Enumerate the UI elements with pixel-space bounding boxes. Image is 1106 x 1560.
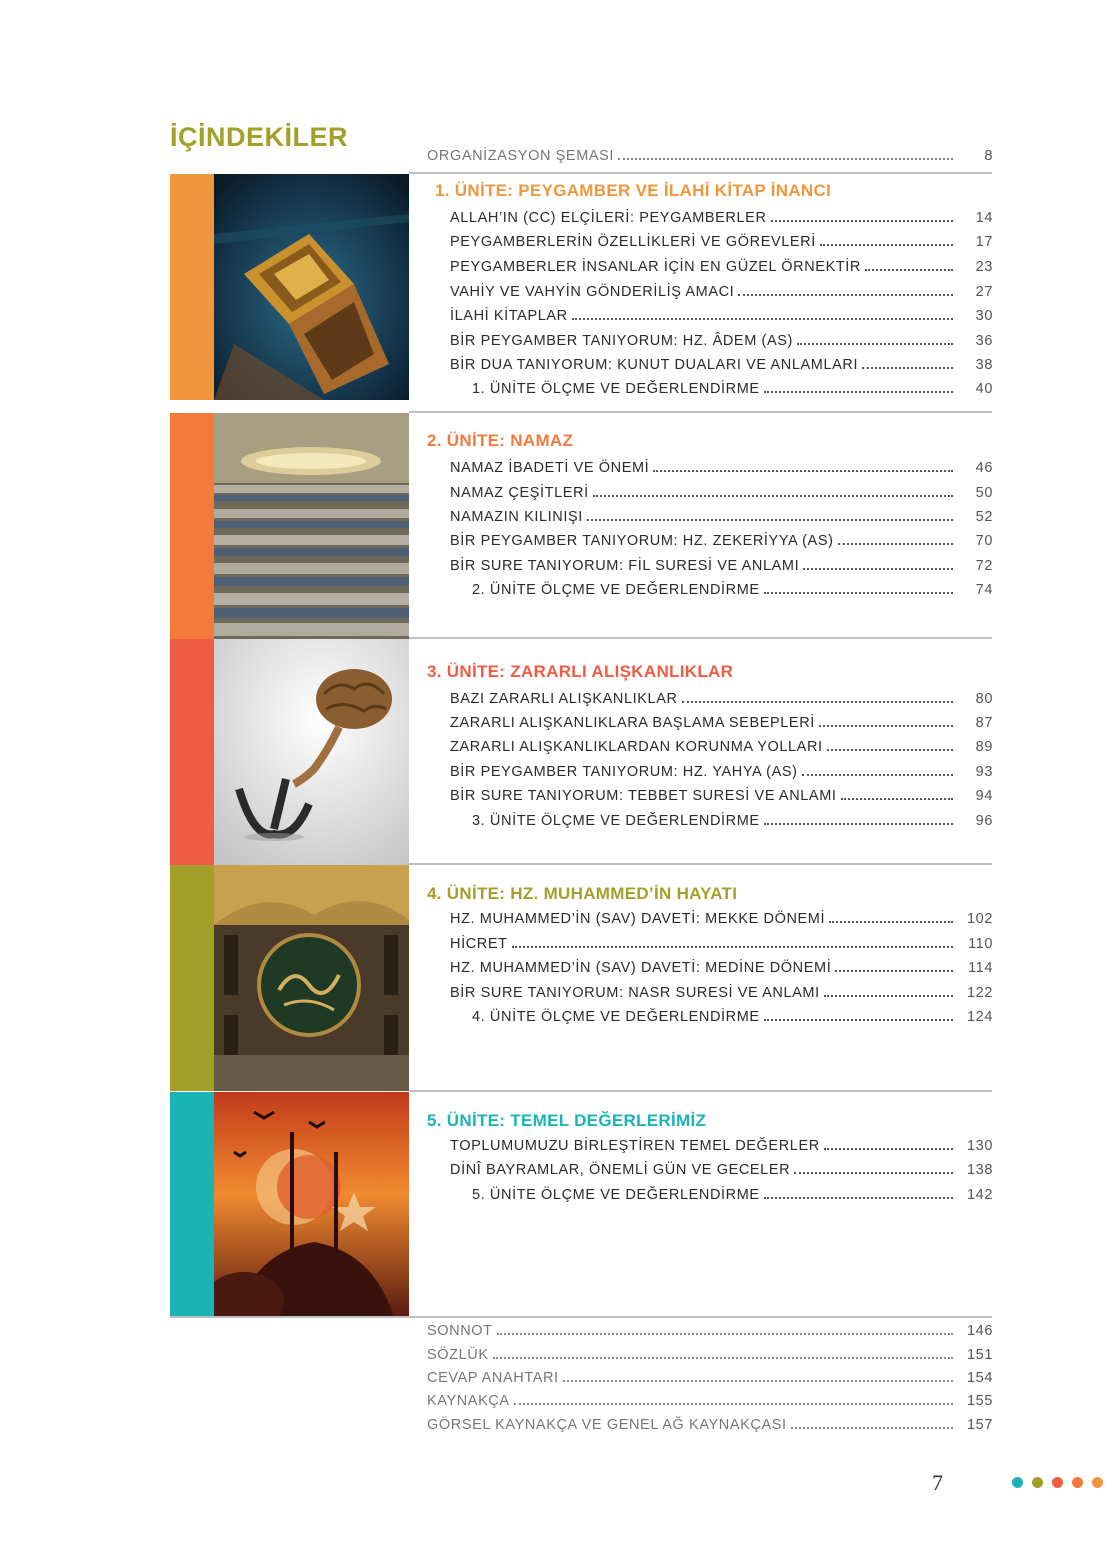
toc-entry-page: 70 <box>975 533 993 549</box>
toc-entry-page: 80 <box>975 691 993 707</box>
unit-2-color-band <box>170 413 214 639</box>
toc-entry-page: 138 <box>967 1162 993 1178</box>
toc-entry-label: VAHİY VE VAHYİN GÖNDERİLİŞ AMACI <box>450 284 735 300</box>
toc-entry[interactable] <box>450 715 993 731</box>
unit-1-color-band <box>170 174 214 400</box>
toc-entry-page: 124 <box>967 1009 993 1025</box>
dot-leader <box>738 294 953 296</box>
toc-entry-page: 94 <box>975 788 993 804</box>
toc-entry[interactable] <box>472 1009 993 1025</box>
toc-entry[interactable] <box>450 259 993 275</box>
toc-entry-page: 154 <box>967 1370 993 1386</box>
toc-entry-label: KAYNAKÇA <box>427 1393 510 1409</box>
divider <box>409 1090 992 1092</box>
toc-entry-page: 122 <box>967 985 993 1001</box>
toc-entry-label: BİR DUA TANIYORUM: KUNUT DUALARI VE ANLAMLARI <box>450 357 859 373</box>
toc-entry-page: 96 <box>975 813 993 829</box>
unit-3-color-band <box>170 639 214 865</box>
toc-entry-page: 17 <box>975 234 993 250</box>
toc-entry[interactable] <box>450 1138 993 1154</box>
toc-entry-page: 30 <box>975 308 993 324</box>
toc-entry-back[interactable] <box>427 1370 993 1386</box>
toc-entry[interactable] <box>450 210 993 226</box>
dot-leader <box>827 749 953 751</box>
dot-leader <box>593 495 953 497</box>
dot-leader <box>862 367 953 369</box>
toc-entry-page: 72 <box>975 558 993 574</box>
toc-entry[interactable] <box>450 460 993 476</box>
dot-leader <box>797 343 953 345</box>
toc-entry-page: 151 <box>967 1347 993 1363</box>
toc-entry-label: NAMAZ İBADETİ VE ÖNEMİ <box>450 460 650 476</box>
dot-leader <box>764 391 953 393</box>
toc-entry[interactable] <box>450 764 993 780</box>
unit-4-image <box>214 865 409 1091</box>
toc-entry-page: 142 <box>967 1187 993 1203</box>
toc-entry-label: HZ. MUHAMMED’İN (SAV) DAVETİ: MEDİNE DÖNEMİ <box>450 960 832 976</box>
dot-leader <box>493 1357 953 1359</box>
toc-entry-page: 102 <box>967 911 993 927</box>
toc-entry[interactable] <box>472 582 993 598</box>
toc-entry-label: 4. ÜNİTE ÖLÇME VE DEĞERLENDİRME <box>472 1009 760 1025</box>
toc-entry-label: CEVAP ANAHTARI <box>427 1370 559 1386</box>
divider <box>170 1316 992 1318</box>
page-title: İÇİNDEKİLER <box>170 122 349 152</box>
toc-entry-label: BİR PEYGAMBER TANIYORUM: HZ. ÂDEM (AS) <box>450 333 793 349</box>
footer-dot <box>1052 1477 1063 1488</box>
toc-entry[interactable] <box>472 1187 993 1203</box>
dot-leader <box>618 158 953 160</box>
toc-entry[interactable] <box>450 357 993 373</box>
dot-leader <box>572 318 953 320</box>
unit-3-image <box>214 639 409 865</box>
unit-3-title[interactable]: 3. ÜNİTE: ZARARLI ALIŞKANLIKLAR <box>427 662 734 681</box>
toc-entry-label: ORGANİZASYON ŞEMASI <box>427 148 615 164</box>
toc-entry-label: BİR SURE TANIYORUM: NASR SURESİ VE ANLAMI <box>450 985 820 1001</box>
unit-1-image <box>214 174 409 400</box>
dot-leader <box>791 1427 953 1429</box>
toc-entry-label: 2. ÜNİTE ÖLÇME VE DEĞERLENDİRME <box>472 582 760 598</box>
toc-entry-label: GÖRSEL KAYNAKÇA VE GENEL AĞ KAYNAKÇASI <box>427 1417 787 1433</box>
toc-entry-page: 155 <box>967 1393 993 1409</box>
toc-entry-page: 146 <box>967 1323 993 1339</box>
toc-entry-label: BİR PEYGAMBER TANIYORUM: HZ. YAHYA (AS) <box>450 764 798 780</box>
dot-leader <box>824 1148 953 1150</box>
toc-entry[interactable] <box>450 691 993 707</box>
toc-entry-label: İLAHİ KİTAPLAR <box>450 308 568 324</box>
toc-entry[interactable] <box>450 509 993 525</box>
toc-entry[interactable] <box>450 911 993 927</box>
dot-leader <box>764 592 953 594</box>
dot-leader <box>764 1019 953 1021</box>
toc-entry-label: ZARARLI ALIŞKANLIKLARDAN KORUNMA YOLLARI <box>450 739 823 755</box>
toc-entry[interactable] <box>472 381 993 397</box>
toc-entry-label: BAZI ZARARLI ALIŞKANLIKLAR <box>450 691 678 707</box>
unit-5-color-band <box>170 1092 214 1318</box>
dot-leader <box>497 1333 953 1335</box>
dot-leader <box>802 774 953 776</box>
toc-entry-label: SONNOT <box>427 1323 493 1339</box>
toc-entry-label: NAMAZIN KILINIŞI <box>450 509 583 525</box>
toc-entry-front-0[interactable] <box>427 148 993 164</box>
dot-leader <box>835 970 953 972</box>
toc-entry-page: 40 <box>975 381 993 397</box>
toc-entry[interactable] <box>450 788 993 804</box>
dot-leader <box>512 946 953 948</box>
toc-entry-label: TOPLUMUMUZU BİRLEŞTİREN TEMEL DEĞERLER <box>450 1138 820 1154</box>
toc-entry[interactable] <box>450 234 993 250</box>
dot-leader <box>865 269 953 271</box>
footer-dot <box>1072 1477 1083 1488</box>
toc-entry[interactable] <box>450 558 993 574</box>
toc-entry-label: PEYGAMBERLERİN ÖZELLİKLERİ VE GÖREVLERİ <box>450 234 816 250</box>
toc-entry[interactable] <box>472 813 993 829</box>
toc-entry-label: ALLAH’IN (CC) ELÇİLERİ: PEYGAMBERLER <box>450 210 767 226</box>
dot-leader <box>820 244 953 246</box>
toc-entry-page: 46 <box>975 460 993 476</box>
unit-5-image <box>214 1092 409 1318</box>
dot-leader <box>587 519 953 521</box>
toc-entry-label: HİCRET <box>450 936 508 952</box>
unit-1-title[interactable]: 1. ÜNİTE: PEYGAMBER VE İLAHİ KİTAP İNANCI <box>435 181 832 200</box>
toc-entry[interactable] <box>450 936 993 952</box>
toc-entry[interactable] <box>450 1162 993 1178</box>
footer-dot <box>1092 1477 1103 1488</box>
dot-leader <box>771 220 953 222</box>
unit-4-title[interactable]: 4. ÜNİTE: HZ. MUHAMMED’İN HAYATI <box>427 884 738 903</box>
dot-leader <box>829 921 953 923</box>
toc-entry-page: 38 <box>975 357 993 373</box>
toc-entry-label: ZARARLI ALIŞKANLIKLARA BAŞLAMA SEBEPLERİ <box>450 715 815 731</box>
toc-entry-page: 50 <box>975 485 993 501</box>
dot-leader <box>764 1197 953 1199</box>
toc-entry-back[interactable] <box>427 1393 993 1409</box>
divider <box>409 172 992 174</box>
toc-entry-label: HZ. MUHAMMED’İN (SAV) DAVETİ: MEKKE DÖNEMİ <box>450 911 826 927</box>
dot-leader <box>838 543 953 545</box>
dot-leader <box>819 725 953 727</box>
unit-5-title[interactable]: 5. ÜNİTE: TEMEL DEĞERLERİMİZ <box>427 1111 707 1130</box>
toc-entry[interactable] <box>450 533 993 549</box>
toc-entry-page: 8 <box>984 148 993 164</box>
toc-entry[interactable] <box>450 284 993 300</box>
toc-entry[interactable] <box>450 960 993 976</box>
toc-entry-page: 114 <box>968 960 993 976</box>
toc-entry-label: BİR SURE TANIYORUM: FİL SURESİ VE ANLAMI <box>450 558 800 574</box>
toc-entry-page: 87 <box>975 715 993 731</box>
toc-entry-page: 157 <box>967 1417 993 1433</box>
unit-2-image <box>214 413 409 639</box>
dot-leader <box>841 798 953 800</box>
toc-entry[interactable] <box>450 333 993 349</box>
footer-dot <box>1032 1477 1043 1488</box>
toc-entry-label: SÖZLÜK <box>427 1347 489 1363</box>
divider <box>409 637 992 639</box>
toc-entry-label: 1. ÜNİTE ÖLÇME VE DEĞERLENDİRME <box>472 381 760 397</box>
toc-entry-page: 130 <box>967 1138 993 1154</box>
toc-entry-page: 14 <box>975 210 993 226</box>
unit-4-color-band <box>170 865 214 1091</box>
dot-leader <box>563 1380 953 1382</box>
toc-entry-page: 36 <box>975 333 993 349</box>
toc-entry-label: BİR PEYGAMBER TANIYORUM: HZ. ZEKERİYYA (AS) <box>450 533 834 549</box>
toc-entry-back[interactable] <box>427 1323 993 1339</box>
dot-leader <box>514 1403 953 1405</box>
toc-entry-label: BİR SURE TANIYORUM: TEBBET SURESİ VE ANLAMI <box>450 788 837 804</box>
toc-entry-page: 74 <box>975 582 993 598</box>
toc-entry-page: 93 <box>975 764 993 780</box>
toc-entry-back[interactable] <box>427 1347 993 1363</box>
dot-leader <box>803 568 953 570</box>
toc-entry-page: 89 <box>975 739 993 755</box>
toc-entry-page: 52 <box>975 509 993 525</box>
divider <box>409 863 992 865</box>
toc-entry[interactable] <box>450 308 993 324</box>
toc-entry[interactable] <box>450 985 993 1001</box>
toc-entry[interactable] <box>450 739 993 755</box>
page-number: 7 <box>932 1470 943 1495</box>
dot-leader <box>764 823 953 825</box>
dot-leader <box>794 1172 953 1174</box>
dot-leader <box>653 470 953 472</box>
toc-entry-back[interactable] <box>427 1417 993 1433</box>
toc-entry-page: 110 <box>968 936 993 952</box>
toc-entry-label: DİNÎ BAYRAMLAR, ÖNEMLİ GÜN VE GECELER <box>450 1162 791 1178</box>
footer-dot <box>1012 1477 1023 1488</box>
dot-leader <box>682 701 953 703</box>
toc-entry-label: PEYGAMBERLER İNSANLAR İÇİN EN GÜZEL ÖRNEKTİR <box>450 259 861 275</box>
dot-leader <box>824 995 953 997</box>
toc-entry-page: 27 <box>975 284 993 300</box>
toc-entry-page: 23 <box>975 259 993 275</box>
unit-2-title[interactable]: 2. ÜNİTE: NAMAZ <box>427 431 574 450</box>
toc-entry-label: NAMAZ ÇEŞİTLERİ <box>450 485 589 501</box>
divider <box>409 411 992 413</box>
toc-entry-label: 5. ÜNİTE ÖLÇME VE DEĞERLENDİRME <box>472 1187 760 1203</box>
toc-entry[interactable] <box>450 485 993 501</box>
toc-entry-label: 3. ÜNİTE ÖLÇME VE DEĞERLENDİRME <box>472 813 760 829</box>
